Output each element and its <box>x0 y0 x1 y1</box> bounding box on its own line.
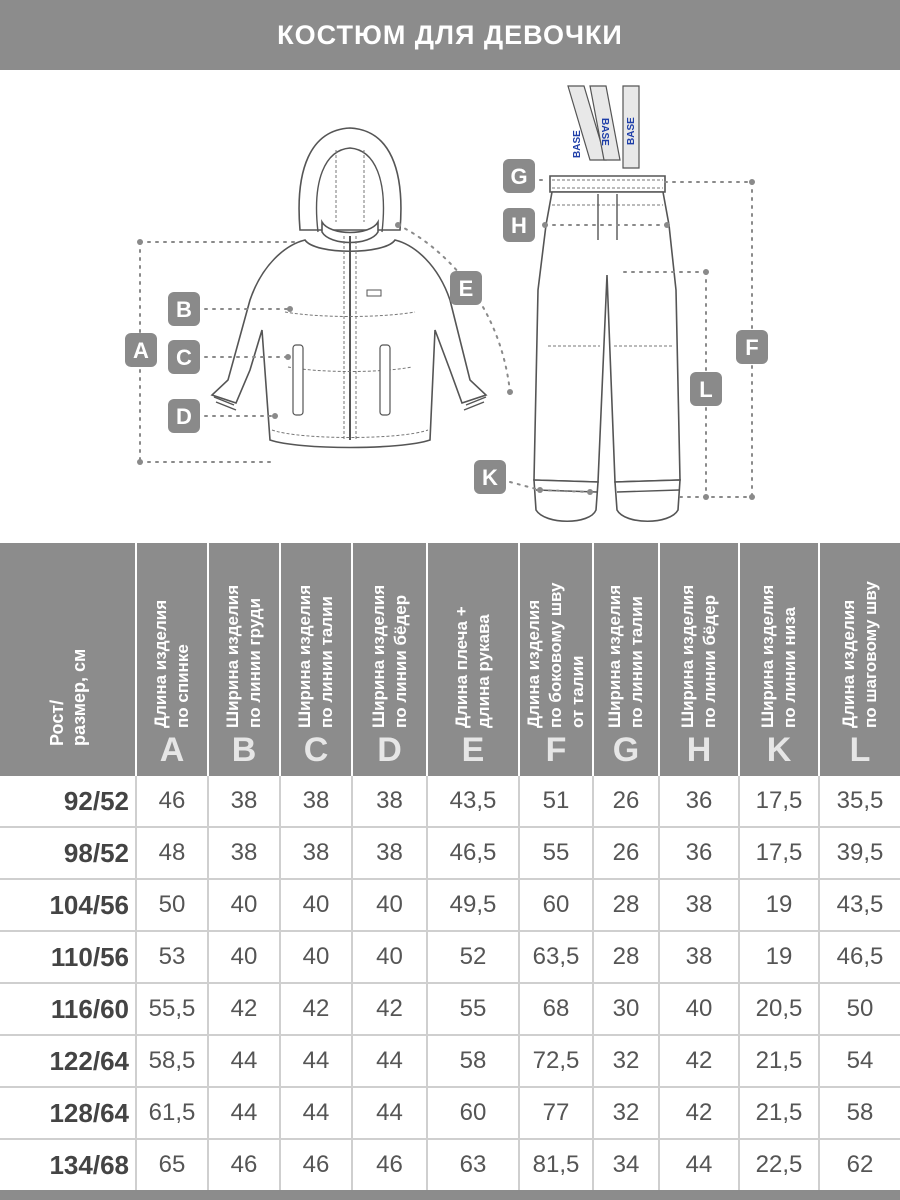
measurement-cell: 38 <box>208 827 280 879</box>
measurement-cell: 54 <box>819 1035 900 1087</box>
label-tag-d <box>168 399 200 433</box>
svg-text:G: G <box>510 164 528 189</box>
measurement-cell: 61,5 <box>136 1087 208 1139</box>
header-col-k: Ширина изделия по линии низа K <box>739 543 819 776</box>
page-title: КОСТЮМ ДЛЯ ДЕВОЧКИ <box>277 19 623 50</box>
svg-text:L: L <box>699 377 713 402</box>
measurement-cell: 40 <box>352 931 427 983</box>
svg-text:B: B <box>176 297 192 322</box>
measurement-cell: 58,5 <box>136 1035 208 1087</box>
measurement-cell: 20,5 <box>739 983 819 1035</box>
measurement-cell: 22,5 <box>739 1139 819 1191</box>
measurement-cell: 38 <box>659 931 739 983</box>
size-cell: 116/60 <box>0 983 136 1035</box>
measurement-cell: 38 <box>352 776 427 827</box>
measurement-cell: 28 <box>593 879 659 931</box>
size-cell: 134/68 <box>0 1139 136 1191</box>
measurement-cell: 40 <box>280 879 352 931</box>
measurement-cell: 39,5 <box>819 827 900 879</box>
size-table <box>0 543 900 1192</box>
measurement-cell: 62 <box>819 1139 900 1191</box>
measurement-cell: 36 <box>659 827 739 879</box>
measurement-cell: 50 <box>136 879 208 931</box>
label-tag-e <box>450 271 482 305</box>
measurement-cell: 34 <box>593 1139 659 1191</box>
measurement-cell: 40 <box>280 931 352 983</box>
svg-text:F: F <box>745 335 759 360</box>
measurement-cell: 46 <box>352 1139 427 1191</box>
header-size: Рост/ размер, см <box>0 543 136 776</box>
measurement-cell: 55 <box>427 983 519 1035</box>
measurement-cell: 51 <box>519 776 593 827</box>
label-tag-k <box>474 460 506 494</box>
svg-text:E: E <box>458 276 474 301</box>
measurement-cell: 32 <box>593 1035 659 1087</box>
label-tag-c <box>168 340 200 374</box>
measurement-cell: 53 <box>136 931 208 983</box>
measurement-cell: 72,5 <box>519 1035 593 1087</box>
measurement-cell: 38 <box>280 776 352 827</box>
label-tag-b <box>168 292 200 326</box>
measurement-cell: 26 <box>593 827 659 879</box>
label-tag-g <box>503 159 535 193</box>
measurement-cell: 44 <box>208 1087 280 1139</box>
measurement-cell: 35,5 <box>819 776 900 827</box>
measurement-cell: 46,5 <box>819 931 900 983</box>
label-tag-l <box>690 372 722 406</box>
garment-illustration <box>0 70 900 540</box>
measurement-cell: 40 <box>208 931 280 983</box>
measurement-cell: 21,5 <box>739 1035 819 1087</box>
measurement-cell: 38 <box>352 827 427 879</box>
measurement-cell: 30 <box>593 983 659 1035</box>
measurement-cell: 40 <box>659 983 739 1035</box>
measurement-cell: 55,5 <box>136 983 208 1035</box>
table-row <box>0 827 900 879</box>
measurement-cell: 44 <box>352 1087 427 1139</box>
title-bar <box>0 0 900 70</box>
svg-text:K: K <box>482 465 498 490</box>
measurement-cell: 42 <box>280 983 352 1035</box>
measurement-cell: 38 <box>659 879 739 931</box>
header-col-f: Длина изделия по боковому шву от талии F <box>519 543 593 776</box>
measurement-cell: 58 <box>427 1035 519 1087</box>
measurement-cell: 50 <box>819 983 900 1035</box>
measurement-cell: 42 <box>659 1087 739 1139</box>
measurement-cell: 42 <box>659 1035 739 1087</box>
label-tag-a <box>125 333 157 367</box>
measurement-cell: 42 <box>208 983 280 1035</box>
size-cell: 92/52 <box>0 776 136 827</box>
measurement-cell: 65 <box>136 1139 208 1191</box>
size-cell: 98/52 <box>0 827 136 879</box>
svg-text:A: A <box>133 338 149 363</box>
header-col-e: Длина плеча + длина рукава E <box>427 543 519 776</box>
measurement-cell: 44 <box>280 1087 352 1139</box>
label-tag-f <box>736 330 768 364</box>
svg-text:BASE: BASE <box>572 130 583 158</box>
header-col-b: Ширина изделия по линии груди B <box>208 543 280 776</box>
header-col-l: Длина изделия по шаговому шву L <box>819 543 900 776</box>
size-cell: 104/56 <box>0 879 136 931</box>
table-row <box>0 776 900 827</box>
table-header-row <box>0 543 900 776</box>
table-row <box>0 983 900 1035</box>
header-col-h: Ширина изделия по линии бёдер H <box>659 543 739 776</box>
measurement-cell: 58 <box>819 1087 900 1139</box>
table-row <box>0 879 900 931</box>
measurement-cell: 21,5 <box>739 1087 819 1139</box>
measurement-cell: 40 <box>208 879 280 931</box>
measurement-cell: 44 <box>280 1035 352 1087</box>
measurement-cell: 40 <box>352 879 427 931</box>
header-col-g: Ширина изделия по линии талии G <box>593 543 659 776</box>
svg-text:D: D <box>176 404 192 429</box>
size-cell: 128/64 <box>0 1087 136 1139</box>
measurement-cell: 48 <box>136 827 208 879</box>
table-row <box>0 1087 900 1139</box>
header-col-a: Длина изделия по спинке A <box>136 543 208 776</box>
svg-text:BASE: BASE <box>599 118 610 146</box>
pants-drawing <box>534 86 680 521</box>
measurement-cell: 43,5 <box>819 879 900 931</box>
measurement-cell: 42 <box>352 983 427 1035</box>
measurement-cell: 77 <box>519 1087 593 1139</box>
measurement-cell: 52 <box>427 931 519 983</box>
measurement-cell: 46,5 <box>427 827 519 879</box>
table-body <box>0 776 900 1191</box>
measurement-cell: 38 <box>280 827 352 879</box>
measurement-cell: 19 <box>739 931 819 983</box>
measurement-cell: 81,5 <box>519 1139 593 1191</box>
measurement-cell: 26 <box>593 776 659 827</box>
measurement-cell: 32 <box>593 1087 659 1139</box>
header-col-d: Ширина изделия по линии бёдер D <box>352 543 427 776</box>
measurement-cell: 43,5 <box>427 776 519 827</box>
measurement-cell: 17,5 <box>739 776 819 827</box>
measurement-cell: 63,5 <box>519 931 593 983</box>
measurement-cell: 63 <box>427 1139 519 1191</box>
measurement-cell: 46 <box>280 1139 352 1191</box>
svg-text:H: H <box>511 213 527 238</box>
table-row <box>0 1139 900 1191</box>
measurement-cell: 17,5 <box>739 827 819 879</box>
measurement-cell: 49,5 <box>427 879 519 931</box>
measurement-cell: 46 <box>136 776 208 827</box>
header-col-c: Ширина изделия по линии талии C <box>280 543 352 776</box>
measurement-cell: 38 <box>208 776 280 827</box>
size-cell: 122/64 <box>0 1035 136 1087</box>
measurement-cell: 60 <box>519 879 593 931</box>
measurement-cell: 44 <box>659 1139 739 1191</box>
measurement-cell: 19 <box>739 879 819 931</box>
bottom-bar <box>0 1190 900 1200</box>
measurement-cell: 36 <box>659 776 739 827</box>
table-row <box>0 1035 900 1087</box>
measurement-cell: 60 <box>427 1087 519 1139</box>
measurement-cell: 44 <box>208 1035 280 1087</box>
measurement-cell: 55 <box>519 827 593 879</box>
jacket-drawing <box>212 128 486 448</box>
measurement-cell: 68 <box>519 983 593 1035</box>
measurement-cell: 44 <box>352 1035 427 1087</box>
label-tag-h <box>503 208 535 242</box>
measurement-cell: 46 <box>208 1139 280 1191</box>
size-cell: 110/56 <box>0 931 136 983</box>
svg-text:BASE: BASE <box>626 117 637 145</box>
measurement-cell: 28 <box>593 931 659 983</box>
table-row <box>0 931 900 983</box>
svg-text:C: C <box>176 345 192 370</box>
